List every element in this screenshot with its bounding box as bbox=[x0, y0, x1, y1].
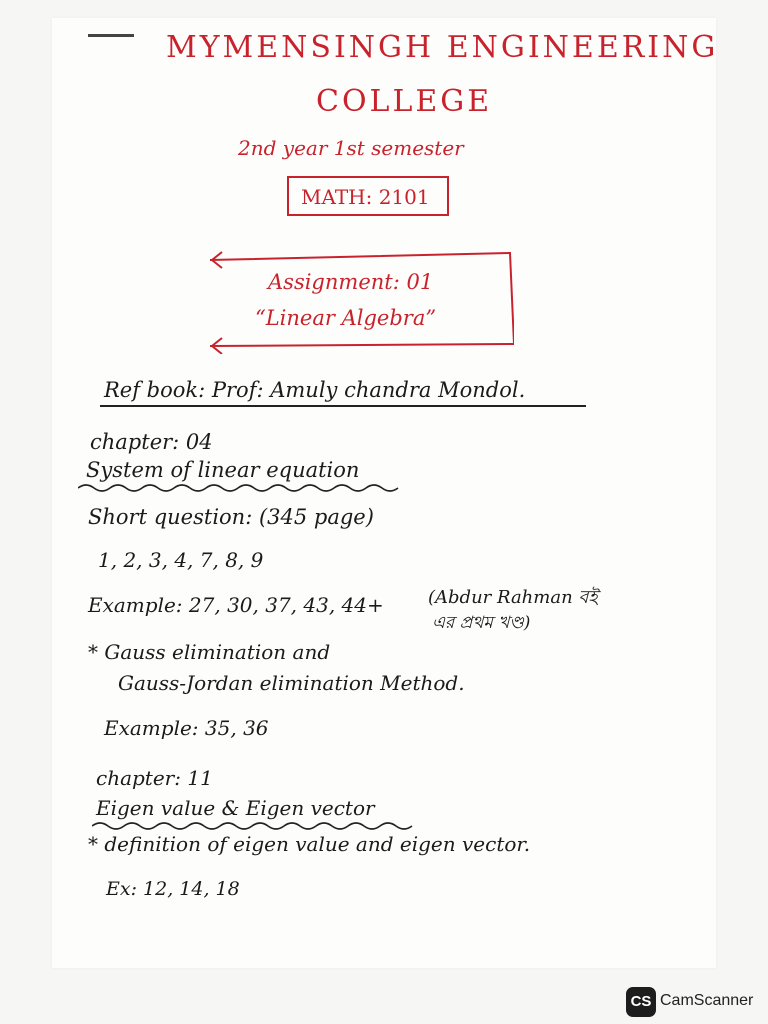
chapter4-heading: chapter: 04 bbox=[90, 430, 213, 454]
short-question-numbers: 1, 2, 3, 4, 7, 8, 9 bbox=[98, 548, 264, 572]
reference-underline bbox=[100, 405, 586, 407]
gauss-examples: Example: 35, 36 bbox=[104, 716, 269, 740]
semester-label: 2nd year 1st semester bbox=[238, 136, 464, 160]
reference-book: Ref book: Prof: Amuly chandra Mondol. bbox=[104, 378, 526, 402]
assignment-number: Assignment: 01 bbox=[268, 270, 434, 294]
college-name-line1: MYMENSINGH ENGINEERING bbox=[166, 30, 719, 65]
assignment-box-outline bbox=[210, 250, 514, 354]
chapter4-title: System of linear equation bbox=[86, 458, 360, 482]
gauss-topic-line2: Gauss-Jordan elimination Method. bbox=[118, 671, 465, 695]
pen-mark bbox=[88, 34, 134, 37]
college-name-line2: COLLEGE bbox=[316, 84, 493, 119]
chapter11-heading: chapter: 11 bbox=[96, 766, 213, 790]
assignment-topic: “Linear Algebra” bbox=[255, 306, 437, 330]
chapter4-examples: Example: 27, 30, 37, 43, 44+ bbox=[88, 593, 384, 617]
reference-note-line1: (Abdur Rahman বই bbox=[428, 587, 598, 608]
short-question-label: Short question: (345 page) bbox=[88, 505, 374, 529]
course-code-box bbox=[287, 176, 449, 216]
chapter4-title-squiggle bbox=[78, 482, 408, 494]
camscanner-watermark: CamScanner bbox=[660, 992, 754, 1009]
camscanner-logo: CS bbox=[626, 987, 656, 1017]
assignment-box bbox=[210, 250, 514, 354]
gauss-topic-line1: * Gauss elimination and bbox=[88, 640, 331, 664]
reference-note-line2: এর প্রথম খণ্ড) bbox=[432, 613, 531, 633]
chapter11-examples: Ex: 12, 14, 18 bbox=[106, 878, 240, 900]
chapter11-title-squiggle bbox=[92, 820, 422, 832]
eigen-definition: * definition of eigen value and eigen vector. bbox=[88, 832, 531, 856]
chapter11-title: Eigen value & Eigen vector bbox=[96, 796, 375, 820]
course-code: MATH: 2101 bbox=[301, 185, 430, 209]
